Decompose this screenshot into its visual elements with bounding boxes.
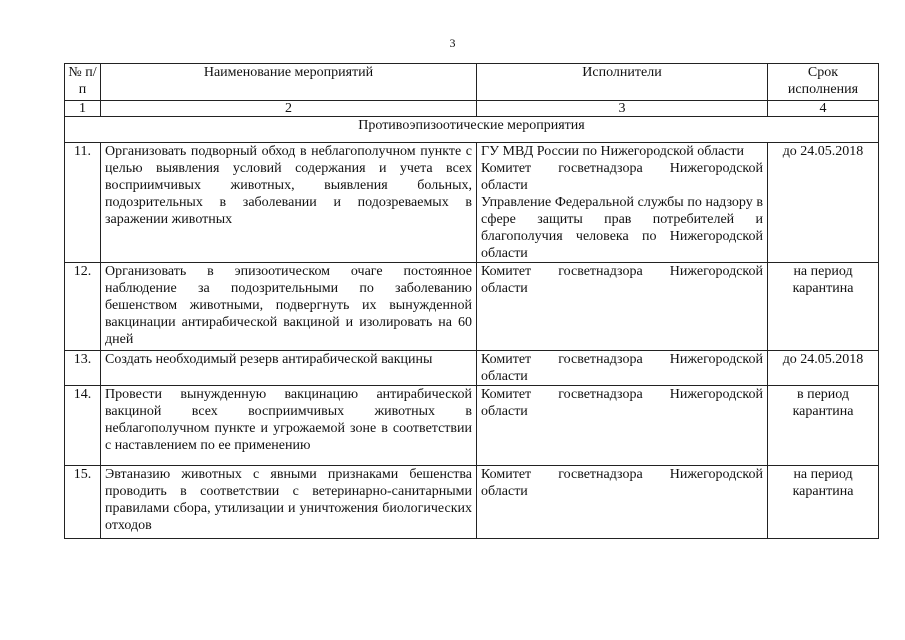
column-number: 2	[101, 101, 477, 117]
row-number: 13.	[65, 351, 101, 386]
executor: Комитет госветнадзора Нижегородской области	[481, 161, 763, 193]
executors-cell	[477, 263, 768, 351]
header-executors: Исполнители	[477, 64, 768, 101]
table-header-row	[65, 64, 879, 101]
column-number-row	[65, 101, 879, 117]
section-row	[65, 117, 879, 143]
header-deadline: Срок исполнения	[768, 64, 879, 101]
deadline: до 24.05.2018	[768, 351, 879, 386]
measure-name: Организовать подворный обход в неблагополучном пункте с целью выявления условий содержания и учета всех восприимчивых животных, выявления больных, подозрительных в заболевании и подозреваемых в заражении животных	[101, 143, 477, 263]
header-name: Наименование мероприятий	[101, 64, 477, 101]
executors-cell	[477, 466, 768, 539]
row-number: 11.	[65, 143, 101, 263]
executor: Комитет госветнадзора Нижегородской области	[481, 264, 763, 296]
section-title: Противоэпизоотические мероприятия	[65, 117, 879, 143]
measure-name: Провести вынужденную вакцинацию антирабической вакциной всех восприимчивых животных в неблагополучном пункте и угрожаемой зоне в соответствии с наставлением по ее применению	[101, 386, 477, 466]
table-row	[65, 466, 879, 539]
row-number: 12.	[65, 263, 101, 351]
header-number: № п/п	[65, 64, 101, 101]
executor: Комитет госветнадзора Нижегородской области	[481, 387, 763, 419]
deadline: на период карантина	[768, 466, 879, 539]
measure-name: Эвтаназию животных с явными признаками бешенства проводить в соответствии с ветеринарно-санитарными правилами сбора, утилизации и уничтожения биологических отходов	[101, 466, 477, 539]
executor: Комитет госветнадзора Нижегородской области	[481, 352, 763, 384]
executor: Управление Федеральной службы по надзору в сфере защиты прав потребителей и благополучия человека по Нижегородской области	[481, 195, 763, 261]
deadline: на период карантина	[768, 263, 879, 351]
row-number: 15.	[65, 466, 101, 539]
executors-cell	[477, 386, 768, 466]
page-number: 3	[449, 36, 456, 50]
table-row	[65, 386, 879, 466]
executor: Комитет госветнадзора Нижегородской области	[481, 467, 763, 499]
deadline: до 24.05.2018	[768, 143, 879, 263]
row-number: 14.	[65, 386, 101, 466]
executor: ГУ МВД России по Нижегородской области	[481, 144, 745, 159]
table-row	[65, 143, 879, 263]
executors-cell	[477, 351, 768, 386]
deadline: в период карантина	[768, 386, 879, 466]
measures-table	[64, 63, 879, 539]
column-number: 4	[768, 101, 879, 117]
table-row	[65, 263, 879, 351]
measure-name: Создать необходимый резерв антирабической вакцины	[101, 351, 477, 386]
measure-name: Организовать в эпизоотическом очаге постоянное наблюдение за подозрительными по заболеванию бешенством животными, подвергнуть их вынужденной вакцинации антирабической вакциной и изолировать на 60 дней	[101, 263, 477, 351]
executors-cell	[477, 143, 768, 263]
column-number: 1	[65, 101, 101, 117]
column-number: 3	[477, 101, 768, 117]
table-row	[65, 351, 879, 386]
